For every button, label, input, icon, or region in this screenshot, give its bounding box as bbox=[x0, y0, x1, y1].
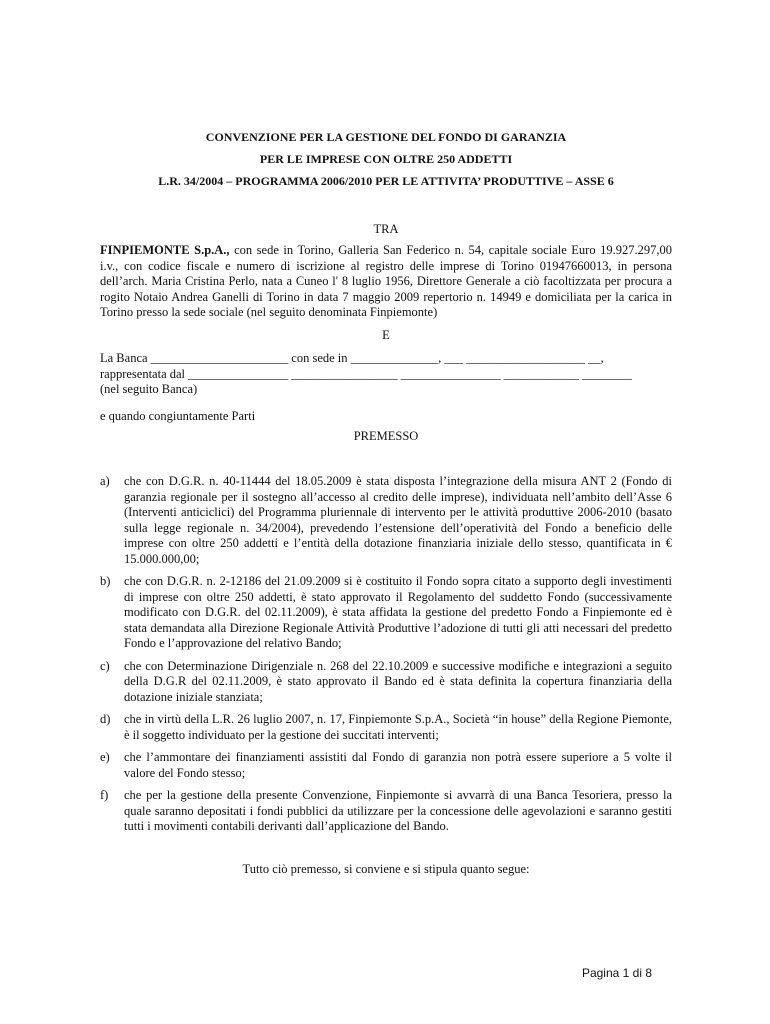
item-label: a) bbox=[100, 474, 110, 488]
list-item bbox=[100, 788, 672, 835]
party-description: con sede in Torino, Galleria San Federico n. 54, capitale sociale Euro 19.927.297,00 i.v., con codice fiscale e numero di iscrizione al registro delle imprese di Torino 01947660013, in persona dell’arch. Maria Cristina Perlo, nata a Cuneo l' 8 luglio 1956, Direttore Generale a ciò facoltizzata per procura a rogito Notaio Andrea Ganelli di Torino in data 7 maggio 2009 repertorio n. 14949 e domiciliata per la carica in Torino presso la sede sociale (nel seguito denominata Finpiemonte) bbox=[100, 243, 672, 319]
item-text: che con D.G.R. n. 40-11444 del 18.05.2009 è stata disposta l’integrazione della misura ANT 2 (Fondo di garanzia regionale per il sostegno all’accesso al credito delle imprese), individuata nell’ambito dell’Asse 6 (Interventi anticiclici) del Programma pluriennale di intervento per le attività produttive 2006-2010 (basato sulla legge regionale n. 34/2004), prevedendo l’estensione dell’operatività del Fondo a beneficio delle imprese con oltre 250 addetti e l’entità della dotazione finanziaria iniziale dello stesso, quantificata in € 15.000.000,00; bbox=[124, 474, 672, 566]
party-name: FINPIEMONTE S.p.A., bbox=[100, 243, 230, 257]
closing-statement: Tutto ciò premesso, si conviene e si stipula quanto segue: bbox=[242, 862, 530, 876]
list-item bbox=[100, 574, 672, 652]
bank-line-3: (nel seguito Banca) bbox=[100, 382, 198, 396]
item-text: che per la gestione della presente Convenzione, Finpiemonte si avvarrà di una Banca Tesoriera, presso la quale saranno depositati i fondi pubblici da utilizzare per la concessione delle agevolazioni e saranno gestiti tutti i movimenti contabili derivanti dall’applicazione del Bando. bbox=[124, 788, 672, 833]
tra-separator: TRA bbox=[373, 222, 399, 236]
item-label: c) bbox=[100, 658, 110, 673]
item-label: e) bbox=[100, 750, 110, 764]
party-finpiemonte bbox=[100, 243, 672, 321]
bank-line-1: La Banca ______________________ con sede in ______________, ___ ___________________ __, bbox=[100, 351, 604, 365]
list-item bbox=[100, 750, 672, 781]
premises-list bbox=[100, 474, 672, 842]
page-number: Pagina 1 di 8 bbox=[581, 966, 652, 980]
e-separator: E bbox=[382, 328, 390, 342]
party-bank bbox=[100, 351, 672, 398]
parties-together-text: e quando congiuntamente Parti bbox=[100, 409, 256, 423]
item-label: d) bbox=[100, 712, 111, 726]
premesso-heading: PREMESSO bbox=[353, 429, 419, 443]
list-item bbox=[100, 712, 672, 743]
item-text: che con D.G.R. n. 2-12186 del 21.09.2009 si è costituito il Fondo sopra citato a supporto degli investimenti di imprese con oltre 250 addetti, è stato approvato il Regolamento del suddetto Fondo (successivamente modificato con D.G.R. del 02.11.2009), è stata affidata la gestione del predetto Fondo a Finpiemonte ed è stata demandata alla Direzione Regionale Attività Produttive l’adozione di tutti gli atti necessari del predetto Fondo e l’approvazione del relativo Bando; bbox=[124, 574, 672, 650]
item-label: f) bbox=[100, 788, 109, 802]
bank-line-2: rappresentata dal ________________ _________________ ________________ ____________ ________ bbox=[100, 366, 632, 381]
item-text: che con Determinazione Dirigenziale n. 268 del 22.10.2009 e successive modifiche e integrazioni a seguito della D.G.R del 02.11.2009, è stato approvato il Bando ed è stata definita la copertura finanziaria della dotazione iniziale stanziata; bbox=[124, 658, 672, 704]
list-item bbox=[100, 659, 672, 706]
document-title-block bbox=[100, 130, 672, 196]
item-text: che l’ammontare dei finanziamenti assistiti dal Fondo di garanzia non potrà essere superiore a 5 volte il valore del Fondo stesso; bbox=[124, 750, 672, 780]
item-label: b) bbox=[100, 574, 111, 588]
title-line-3: L.R. 34/2004 – PROGRAMMA 2006/2010 PER LE ATTIVITA’ PRODUTTIVE – ASSE 6 bbox=[158, 174, 614, 188]
title-line-1: CONVENZIONE PER LA GESTIONE DEL FONDO DI GARANZIA bbox=[205, 130, 567, 144]
title-line-2: PER LE IMPRESE CON OLTRE 250 ADDETTI bbox=[259, 152, 513, 166]
item-text: che in virtù della L.R. 26 luglio 2007, n. 17, Finpiemonte S.p.A., Società “in house” della Regione Piemonte, è il soggetto individuato per la gestione dei succitati interventi; bbox=[124, 712, 672, 742]
list-item bbox=[100, 474, 672, 567]
